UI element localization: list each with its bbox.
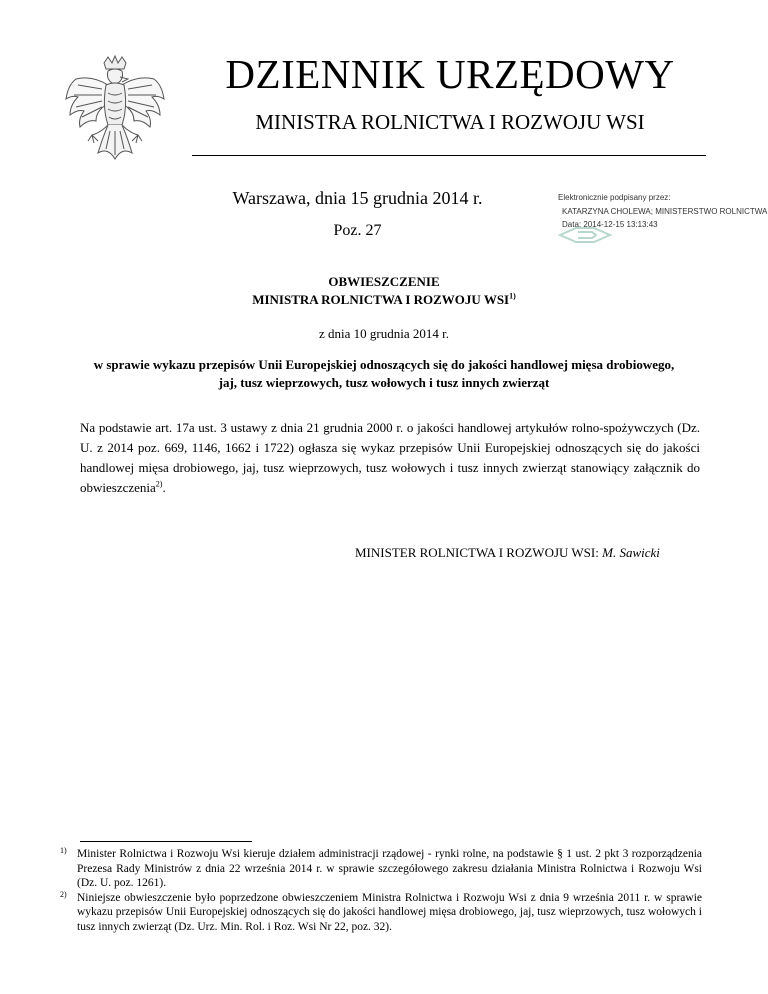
act-issuer-text: MINISTRA ROLNICTWA I ROZWOJU WSI bbox=[252, 292, 510, 307]
body-paragraph bbox=[80, 418, 700, 498]
footnote-number: 1) bbox=[60, 846, 67, 855]
footnote-text: Niniejsze obwieszczenie było poprzedzone obwieszczeniem Ministra Rolnictwa i Rozwoju Wsi z dnia 9 września 2011 r. w sprawie wykazu przepisów Unii Europejskiej odnoszących się do jakości handlowej mięsa drobiowego, jaj, tusz wieprzowych, tusz wołowych i tusz innych zwierząt (Dz. Urz. Min. Rol. i Roz. Wsi Nr 22, poz. 32). bbox=[77, 891, 702, 933]
act-date: z dnia 10 grudnia 2014 r. bbox=[319, 326, 449, 341]
journal-title: DZIENNIK URZĘDOWY bbox=[225, 51, 675, 97]
e-signature-date: Data: 2014-12-15 13:13:43 bbox=[562, 220, 658, 229]
footnote-ref-1[interactable]: 1) bbox=[509, 291, 516, 301]
minister-signature bbox=[355, 545, 660, 561]
e-signature-signer: KATARZYNA CHOLEWA; MINISTERSTWO ROLNICTWA bbox=[562, 207, 767, 216]
act-issuer bbox=[80, 292, 688, 308]
footnote-1 bbox=[60, 847, 702, 891]
footnotes bbox=[60, 847, 702, 935]
footnote-number: 2) bbox=[60, 889, 67, 899]
header-rule bbox=[192, 155, 706, 156]
minister-title: MINISTER ROLNICTWA I ROZWOJU WSI: bbox=[355, 545, 599, 560]
footnote-text: Minister Rolnictwa i Rozwoju Wsi kieruje działem administracji rządowej - rynki rolne, na podstawie § 1 ust. 2 pkt 3 rozporządzenia Prezesa Rady Ministrów z dnia 22 września 2014 r. w sprawie szczegółowego zakresu działania Ministra Rolnictwa i Rozwoju Wsi (Dz. U. poz. 1261). bbox=[77, 848, 702, 890]
position-number: Poz. 27 bbox=[333, 222, 382, 239]
footnote-2 bbox=[60, 891, 702, 935]
place-date: Warszawa, dnia 15 grudnia 2014 r. bbox=[232, 188, 483, 208]
footnote-rule bbox=[80, 841, 252, 842]
act-type: OBWIESZCZENIE bbox=[328, 274, 440, 289]
journal-subtitle: MINISTRA ROLNICTWA I ROZWOJU WSI bbox=[255, 110, 645, 134]
minister-name: M. Sawicki bbox=[602, 545, 660, 560]
act-subject-line-2: jaj, tusz wieprzowych, tusz wołowych i tusz innych zwierząt bbox=[218, 375, 550, 390]
body-text: Na podstawie art. 17a ust. 3 ustawy z dnia 21 grudnia 2000 r. o jakości handlowej artykułów rolno-spożywczych (Dz. U. z 2014 poz. 669, 1146, 1662 i 1722) ogłasza się wykaz przepisów Unii Europejskiej odnoszących się do jakości handlowej mięsa drobiowego, jaj, tusz wieprzowych, tusz wołowych i tusz innych zwierząt stanowiący załącznik do obwieszczenia bbox=[80, 420, 700, 495]
act-subject bbox=[60, 356, 708, 392]
polish-eagle-emblem-icon bbox=[62, 55, 168, 163]
e-signature-label: Elektronicznie podpisany przez: bbox=[558, 193, 671, 202]
act-subject-line-1: w sprawie wykazu przepisów Unii Europejskiej odnoszących się do jakości handlowej mięsa drobiowego, bbox=[93, 357, 675, 372]
body-end: . bbox=[162, 480, 166, 495]
signature-stamp-icon bbox=[556, 226, 614, 244]
footnote-ref-2[interactable]: 2) bbox=[155, 479, 163, 489]
